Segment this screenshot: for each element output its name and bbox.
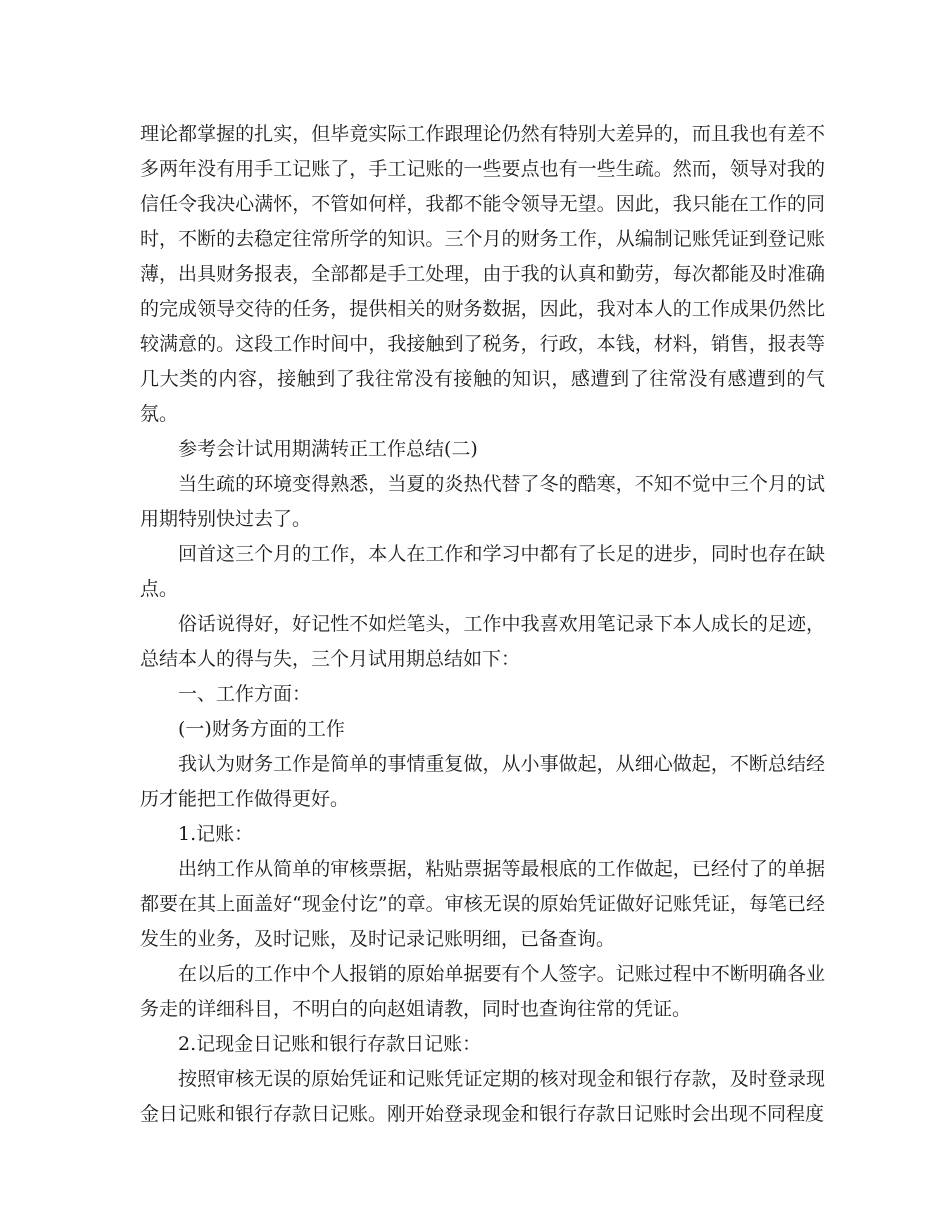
- paragraph: 当生疏的环境变得熟悉，当夏的炎热代替了冬的酷寒，不知不觉中三个月的试用期特别快过去了。: [140, 473, 825, 530]
- heading-bookkeeping: 1.记账：: [178, 823, 254, 845]
- paragraph: 回首这三个月的工作，本人在工作和学习中都有了长足的进步，同时也存在缺点。: [140, 543, 825, 600]
- paragraph-continuation: 理论都掌握的扎实，但毕竟实际工作跟理论仍然有特别大差异的，而且我也有差不多两年没有用手工记账了，手工记账的一些要点也有一些生疏。然而，领导对我的信任令我决心满怀，不管如何样，我都不能令领导无望。因此，我只能在工作的同时，不断的去稳定往常所学的知识。三个月的财务工作，从编制记账凭证到登记账薄，出具财务报表，全部都是手工处理，由于我的认真和勤劳，每次都能及时准确的完成领导交待的任务，提供相关的财务数据，因此，我对本人的工作成果仍然比较满意的。这段工作时间中，我接触到了税务，行政，本钱，材料，销售，报表等几大类的内容，接触到了我往常没有接触的知识，感遭到了往常没有感遭到的气氛。: [140, 123, 825, 425]
- heading-work-aspect: 一、工作方面：: [178, 683, 312, 705]
- paragraph: 按照审核无误的原始凭证和记账凭证定期的核对现金和银行存款，及时登录现金日记账和银行存款日记账。刚开始登录现金和银行存款日记账时会出现不同程度: [140, 1068, 825, 1125]
- paragraph: 在以后的工作中个人报销的原始单据要有个人签字。记账过程中不断明确各业务走的详细科目，不明白的向赵姐请教，同时也查询往常的凭证。: [140, 963, 825, 1020]
- heading-cash-journal: 2.记现金日记账和银行存款日记账：: [178, 1033, 482, 1055]
- paragraph: 俗话说得好，好记性不如烂笔头，工作中我喜欢用笔记录下本人成长的足迹，总结本人的得与失，三个月试用期总结如下：: [140, 613, 825, 670]
- heading-finance-work: (一)财务方面的工作: [178, 718, 345, 740]
- document-page: [140, 117, 825, 1132]
- section-title: 参考会计试用期满转正工作总结(二): [178, 438, 478, 460]
- paragraph: 我认为财务工作是简单的事情重复做，从小事做起，从细心做起，不断总结经历才能把工作做得更好。: [140, 753, 825, 810]
- paragraph: 出纳工作从简单的审核票据，粘贴票据等最根底的工作做起，已经付了的单据都要在其上面盖好“现金付讫”的章。审核无误的原始凭证做好记账凭证，每笔已经发生的业务，及时记账，及时记录记账明细，已备查询。: [140, 858, 825, 950]
